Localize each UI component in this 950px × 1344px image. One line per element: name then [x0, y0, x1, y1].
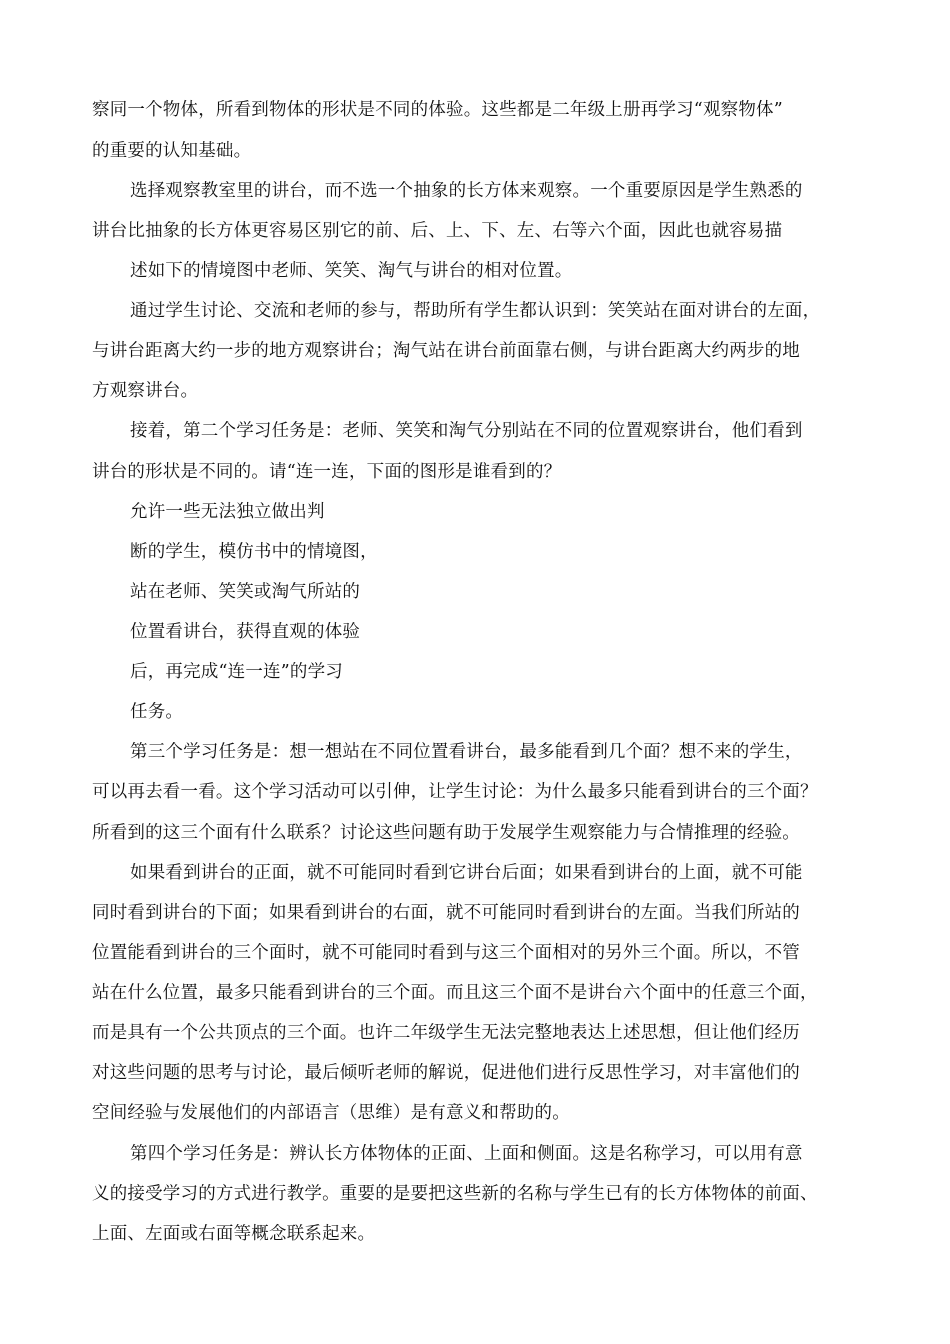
paragraph-line: 站在老师、笑笑或淘气所站的 — [130, 582, 361, 602]
paragraph-line: 讲台的形状是不同的。请“连一连，下面的图形是谁看到的？ — [92, 462, 562, 482]
paragraph-line: 如果看到讲台的正面，就不可能同时看到它讲台后面；如果看到讲台的上面，就不可能 — [130, 863, 803, 883]
paragraph-line: 选择观察教室里的讲台，而不选一个抽象的长方体来观察。一个重要原因是学生熟悉的 — [130, 181, 803, 201]
paragraph-line: 义的接受学习的方式进行教学。重要的是要把这些新的名称与学生已有的长方体物体的前面、 — [92, 1184, 818, 1204]
paragraph-line: 第四个学习任务是：辨认长方体物体的正面、上面和侧面。这是名称学习，可以用有意 — [130, 1144, 803, 1164]
paragraph-line: 上面、左面或右面等概念联系起来。 — [92, 1224, 376, 1244]
paragraph-line: 位置能看到讲台的三个面时，就不可能同时看到与这三个面相对的另外三个面。所以，不管 — [92, 943, 800, 963]
paragraph-line: 与讲台距离大约一步的地方观察讲台；淘气站在讲台前面靠右侧，与讲台距离大约两步的地 — [92, 341, 800, 361]
paragraph-line: 察同一个物体，所看到物体的形状是不同的体验。这些都是二年级上册再学习“观察物体” — [92, 100, 783, 120]
paragraph-line: 位置看讲台，获得直观的体验 — [130, 622, 361, 642]
paragraph-line: 站在什么位置，最多只能看到讲台的三个面。而且这三个面不是讲台六个面中的任意三个面， — [92, 983, 818, 1003]
paragraph-line: 后，再完成“连一连”的学习 — [130, 662, 343, 682]
paragraph-line: 空间经验与发展他们的内部语言（思维）是有意义和帮助的。 — [92, 1103, 570, 1123]
paragraph-line: 对这些问题的思考与讨论，最后倾听老师的解说，促进他们进行反思性学习，对丰富他们的 — [92, 1063, 800, 1083]
paragraph-line: 方观察讲台。 — [92, 381, 199, 401]
paragraph-line: 第三个学习任务是：想一想站在不同位置看讲台，最多能看到几个面？想不来的学生， — [130, 742, 803, 762]
paragraph-line: 而是具有一个公共顶点的三个面。也许二年级学生无法完整地表达上述思想，但让他们经历 — [92, 1023, 800, 1043]
paragraph-line: 允许一些无法独立做出判 — [130, 502, 325, 522]
paragraph-line: 通过学生讨论、交流和老师的参与，帮助所有学生都认识到：笑笑站在面对讲台的左面， — [130, 301, 821, 321]
paragraph-line: 的重要的认知基础。 — [92, 141, 252, 161]
paragraph-line: 所看到的这三个面有什么联系？讨论这些问题有助于发展学生观察能力与合情推理的经验。 — [92, 823, 800, 843]
paragraph-line: 任务。 — [130, 702, 184, 722]
paragraph-line: 接着，第二个学习任务是：老师、笑笑和淘气分别站在不同的位置观察讲台，他们看到 — [130, 421, 803, 441]
paragraph-line: 可以再去看一看。这个学习活动可以引伸，让学生讨论：为什么最多只能看到讲台的三个面？ — [92, 782, 818, 802]
paragraph-line: 讲台比抽象的长方体更容易区别它的前、后、上、下、左、右等六个面，因此也就容易描 — [92, 221, 783, 241]
paragraph-line: 述如下的情境图中老师、笑笑、淘气与讲台的相对位置。 — [130, 261, 573, 281]
paragraph-line: 同时看到讲台的下面；如果看到讲台的右面，就不可能同时看到讲台的左面。当我们所站的 — [92, 903, 800, 923]
paragraph-line: 断的学生，模仿书中的情境图， — [130, 542, 378, 562]
